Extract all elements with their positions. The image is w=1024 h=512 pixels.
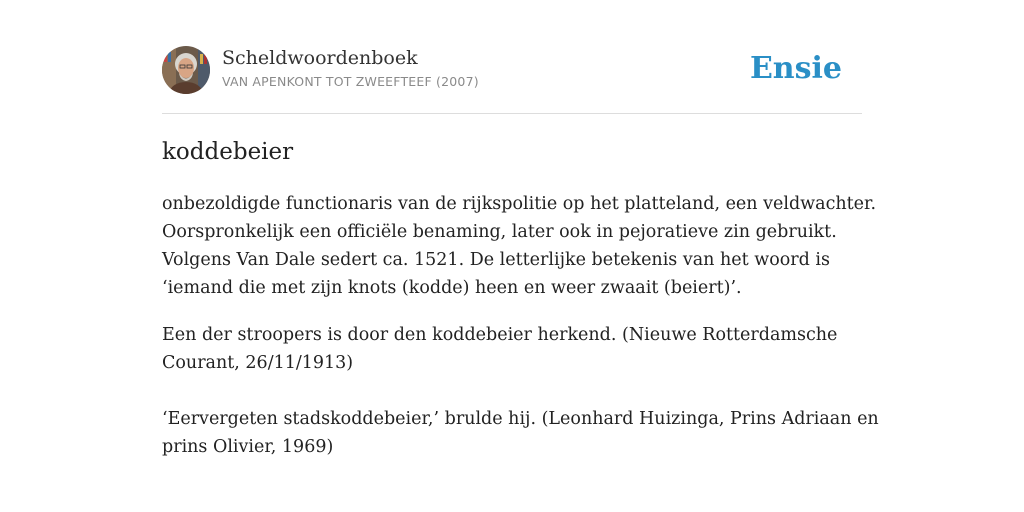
source-title[interactable]: Scheldwoordenboek [222,47,418,69]
example-line: Courant, 26/11/1913) [162,353,354,373]
definition-line: Volgens Van Dale sedert ca. 1521. De letterlijke betekenis van het woord is [162,250,830,270]
example-paragraph-2 [162,405,879,461]
definition-paragraph [162,190,877,302]
source-subtitle: VAN APENKONT TOT ZWEEFTEEF (2007) [222,74,479,89]
definition-line: onbezoldigde functionaris van de rijkspolitie op het platteland, een veldwachter. [162,194,877,214]
entry-card [162,0,879,512]
example-paragraph-1 [162,321,867,377]
divider [162,113,862,114]
author-avatar [162,46,210,94]
example-line: prins Olivier, 1969) [162,437,334,457]
definition-line: ‘iemand die met zijn knots (kodde) heen en weer zwaait (beiert)’. [162,278,742,298]
example-line: Een der stroopers is door den koddebeier herkend. (Nieuwe Rotterdamsche [162,325,838,345]
example-line: ‘Eervergeten stadskoddebeier,’ brulde hij. (Leonhard Huizinga, Prins Adriaan en [162,409,879,429]
definition-line: Oorspronkelijk een officiële benaming, later ook in pejoratieve zin gebruikt. [162,222,837,242]
headword: koddebeier [162,139,294,165]
ensie-logo[interactable]: Ensie [749,51,842,86]
source-header [162,46,862,96]
